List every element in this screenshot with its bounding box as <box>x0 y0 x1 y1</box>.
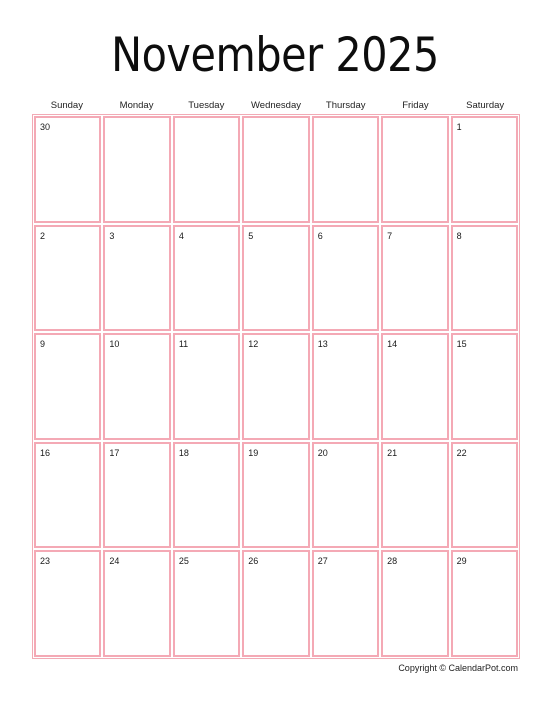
day-cell[interactable] <box>381 333 448 440</box>
weekday-label-thursday: Thursday <box>325 100 366 111</box>
day-number: 30 <box>40 122 51 132</box>
day-cell[interactable] <box>451 442 518 549</box>
day-cell[interactable] <box>451 550 518 657</box>
day-cell[interactable] <box>242 442 309 549</box>
day-cell[interactable] <box>451 333 518 440</box>
day-cell[interactable] <box>312 333 379 440</box>
day-number: 27 <box>317 556 328 567</box>
day-number: 6 <box>317 230 323 241</box>
day-cell[interactable] <box>34 333 101 440</box>
day-cell[interactable] <box>451 116 518 223</box>
day-number: 19 <box>248 447 259 458</box>
day-cell[interactable] <box>103 442 170 549</box>
day-cell[interactable] <box>242 225 309 332</box>
day-cell[interactable] <box>103 225 170 332</box>
day-cell[interactable] <box>34 116 101 223</box>
day-cell[interactable] <box>312 225 379 332</box>
day-number: 22 <box>456 447 467 458</box>
day-cell[interactable] <box>242 333 309 440</box>
weekday-label-monday: Monday <box>119 100 154 111</box>
day-cell[interactable] <box>103 333 170 440</box>
weekday-label-wednesday: Wednesday <box>250 100 301 111</box>
day-number: 18 <box>178 447 189 458</box>
day-number: 10 <box>109 339 120 350</box>
day-cell[interactable] <box>381 116 448 223</box>
day-cell[interactable] <box>173 442 240 549</box>
day-cell[interactable] <box>312 116 379 223</box>
calendar-title: November 2025 <box>111 28 439 83</box>
calendar-grid <box>32 114 520 659</box>
day-number: 28 <box>387 556 398 567</box>
day-cell[interactable] <box>34 550 101 657</box>
day-cell[interactable] <box>103 116 170 223</box>
day-number: 4 <box>178 230 184 241</box>
day-number: 9 <box>40 339 46 350</box>
day-number: 23 <box>40 556 51 567</box>
day-number: 5 <box>248 230 254 241</box>
weekday-label-tuesday: Tuesday <box>188 100 225 111</box>
day-cell[interactable] <box>381 550 448 657</box>
day-number: 20 <box>317 447 328 458</box>
day-cell[interactable] <box>242 550 309 657</box>
day-cell[interactable] <box>312 550 379 657</box>
day-number: 8 <box>456 230 462 241</box>
weekday-header-row <box>32 99 520 113</box>
day-number: 29 <box>456 556 467 567</box>
day-number: 3 <box>109 230 115 241</box>
day-number: 2 <box>40 230 46 241</box>
weekday-label-saturday: Saturday <box>466 100 505 111</box>
day-number: 7 <box>387 230 393 241</box>
day-cell[interactable] <box>34 225 101 332</box>
day-number: 15 <box>456 339 467 350</box>
day-number: 13 <box>317 339 328 350</box>
day-cell[interactable] <box>173 116 240 223</box>
copyright-notice: Copyright © CalendarPot.com <box>398 663 518 673</box>
day-number: 17 <box>109 447 120 458</box>
day-cell[interactable] <box>173 225 240 332</box>
day-cell[interactable] <box>381 442 448 549</box>
day-number: 12 <box>248 339 259 350</box>
day-number: 26 <box>248 556 259 567</box>
day-number: 1 <box>456 122 462 132</box>
day-number: 24 <box>109 556 120 567</box>
weekday-label-sunday: Sunday <box>50 100 83 111</box>
day-cell[interactable] <box>242 116 309 223</box>
day-cell[interactable] <box>34 442 101 549</box>
day-cell[interactable] <box>381 225 448 332</box>
day-cell[interactable] <box>173 550 240 657</box>
day-number: 14 <box>387 339 398 350</box>
day-number: 11 <box>178 339 189 350</box>
day-cell[interactable] <box>451 225 518 332</box>
day-number: 25 <box>178 556 189 567</box>
day-number: 16 <box>40 447 51 458</box>
day-number: 21 <box>387 447 398 458</box>
weekday-label-friday: Friday <box>402 100 429 111</box>
day-cell[interactable] <box>312 442 379 549</box>
day-cell[interactable] <box>173 333 240 440</box>
day-cell[interactable] <box>103 550 170 657</box>
